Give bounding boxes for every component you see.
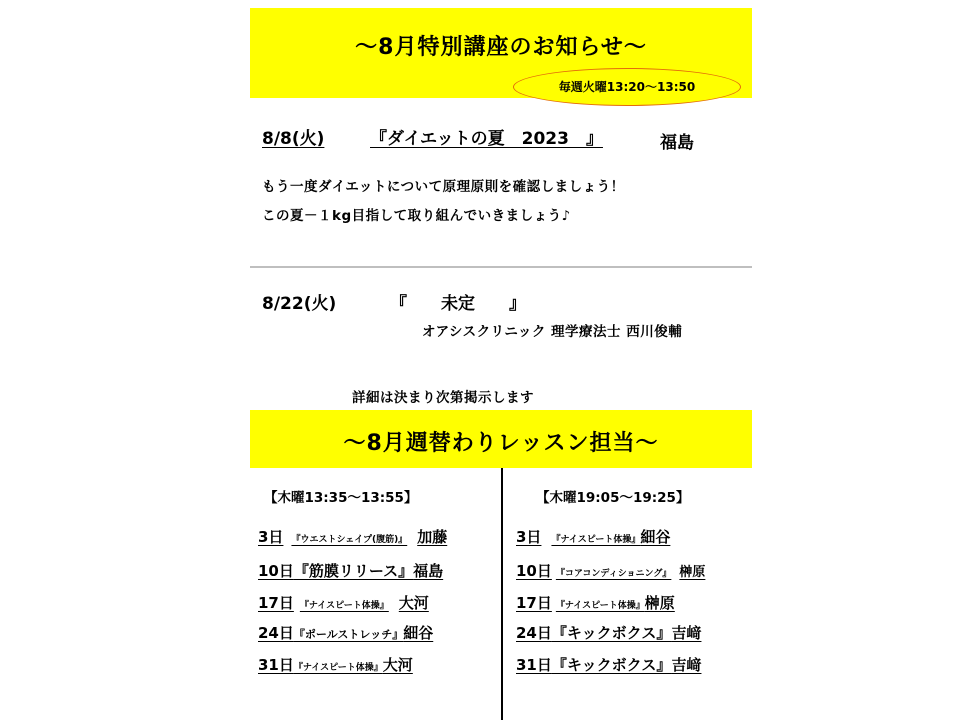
weekly-lesson-title: ～8月週替わりレッスン担当～	[343, 431, 659, 456]
lesson-row: 17日 『ナイスピート体操』 大河	[258, 594, 429, 612]
event2-instructor: オアシスクリニック 理学療法士 西川俊輔	[422, 324, 683, 340]
lesson-row: 17日 『ナイスピート体操』榊原	[516, 594, 675, 612]
thursday-right-heading: 【木曜19:05～19:25】	[536, 490, 690, 506]
event2-topic: 『 未定 』	[390, 294, 526, 314]
special-lecture-title: ～8月特別講座のお知らせ～	[355, 35, 647, 60]
notice-text: 詳細は決まり次第掲示します	[352, 390, 534, 406]
column-divider	[501, 468, 503, 720]
special-lecture-banner	[250, 8, 752, 98]
event1-desc-line1: もう一度ダイエットについて原理原則を確認しましょう！	[262, 179, 625, 195]
event2-date: 8/22(火)	[262, 294, 337, 314]
lesson-row: 3日 『ウエストシェイプ(腹筋)』 加藤	[258, 528, 448, 546]
schedule-oval: 毎週火曜13:20～13:50	[513, 68, 741, 106]
lesson-row: 31日『キックボクス』吉﨑	[516, 656, 702, 674]
lesson-row: 10日 『コアコンディショニング』 榊原	[516, 562, 706, 580]
section-divider	[250, 266, 752, 268]
lesson-row: 3日 『ナイスピート体操』細谷	[516, 528, 671, 546]
lesson-row: 31日『ナイスピート体操』大河	[258, 656, 413, 674]
lesson-row: 10日『筋膜リリース』福島	[258, 562, 444, 580]
event1-desc-line2: この夏－１kg目指して取り組んでいきましょう♪	[262, 208, 571, 224]
thursday-left-heading: 【木曜13:35～13:55】	[264, 490, 418, 506]
lesson-row: 24日『キックボクス』吉﨑	[516, 624, 702, 642]
weekly-lesson-banner	[250, 410, 752, 468]
event1-topic: 『ダイエットの夏 2023 』	[370, 129, 603, 149]
flyer-sheet	[250, 0, 752, 720]
event1-instructor: 福島	[660, 133, 694, 153]
lesson-row: 24日『ポールストレッチ』細谷	[258, 624, 434, 642]
event1-date: 8/8(火)	[262, 129, 325, 149]
